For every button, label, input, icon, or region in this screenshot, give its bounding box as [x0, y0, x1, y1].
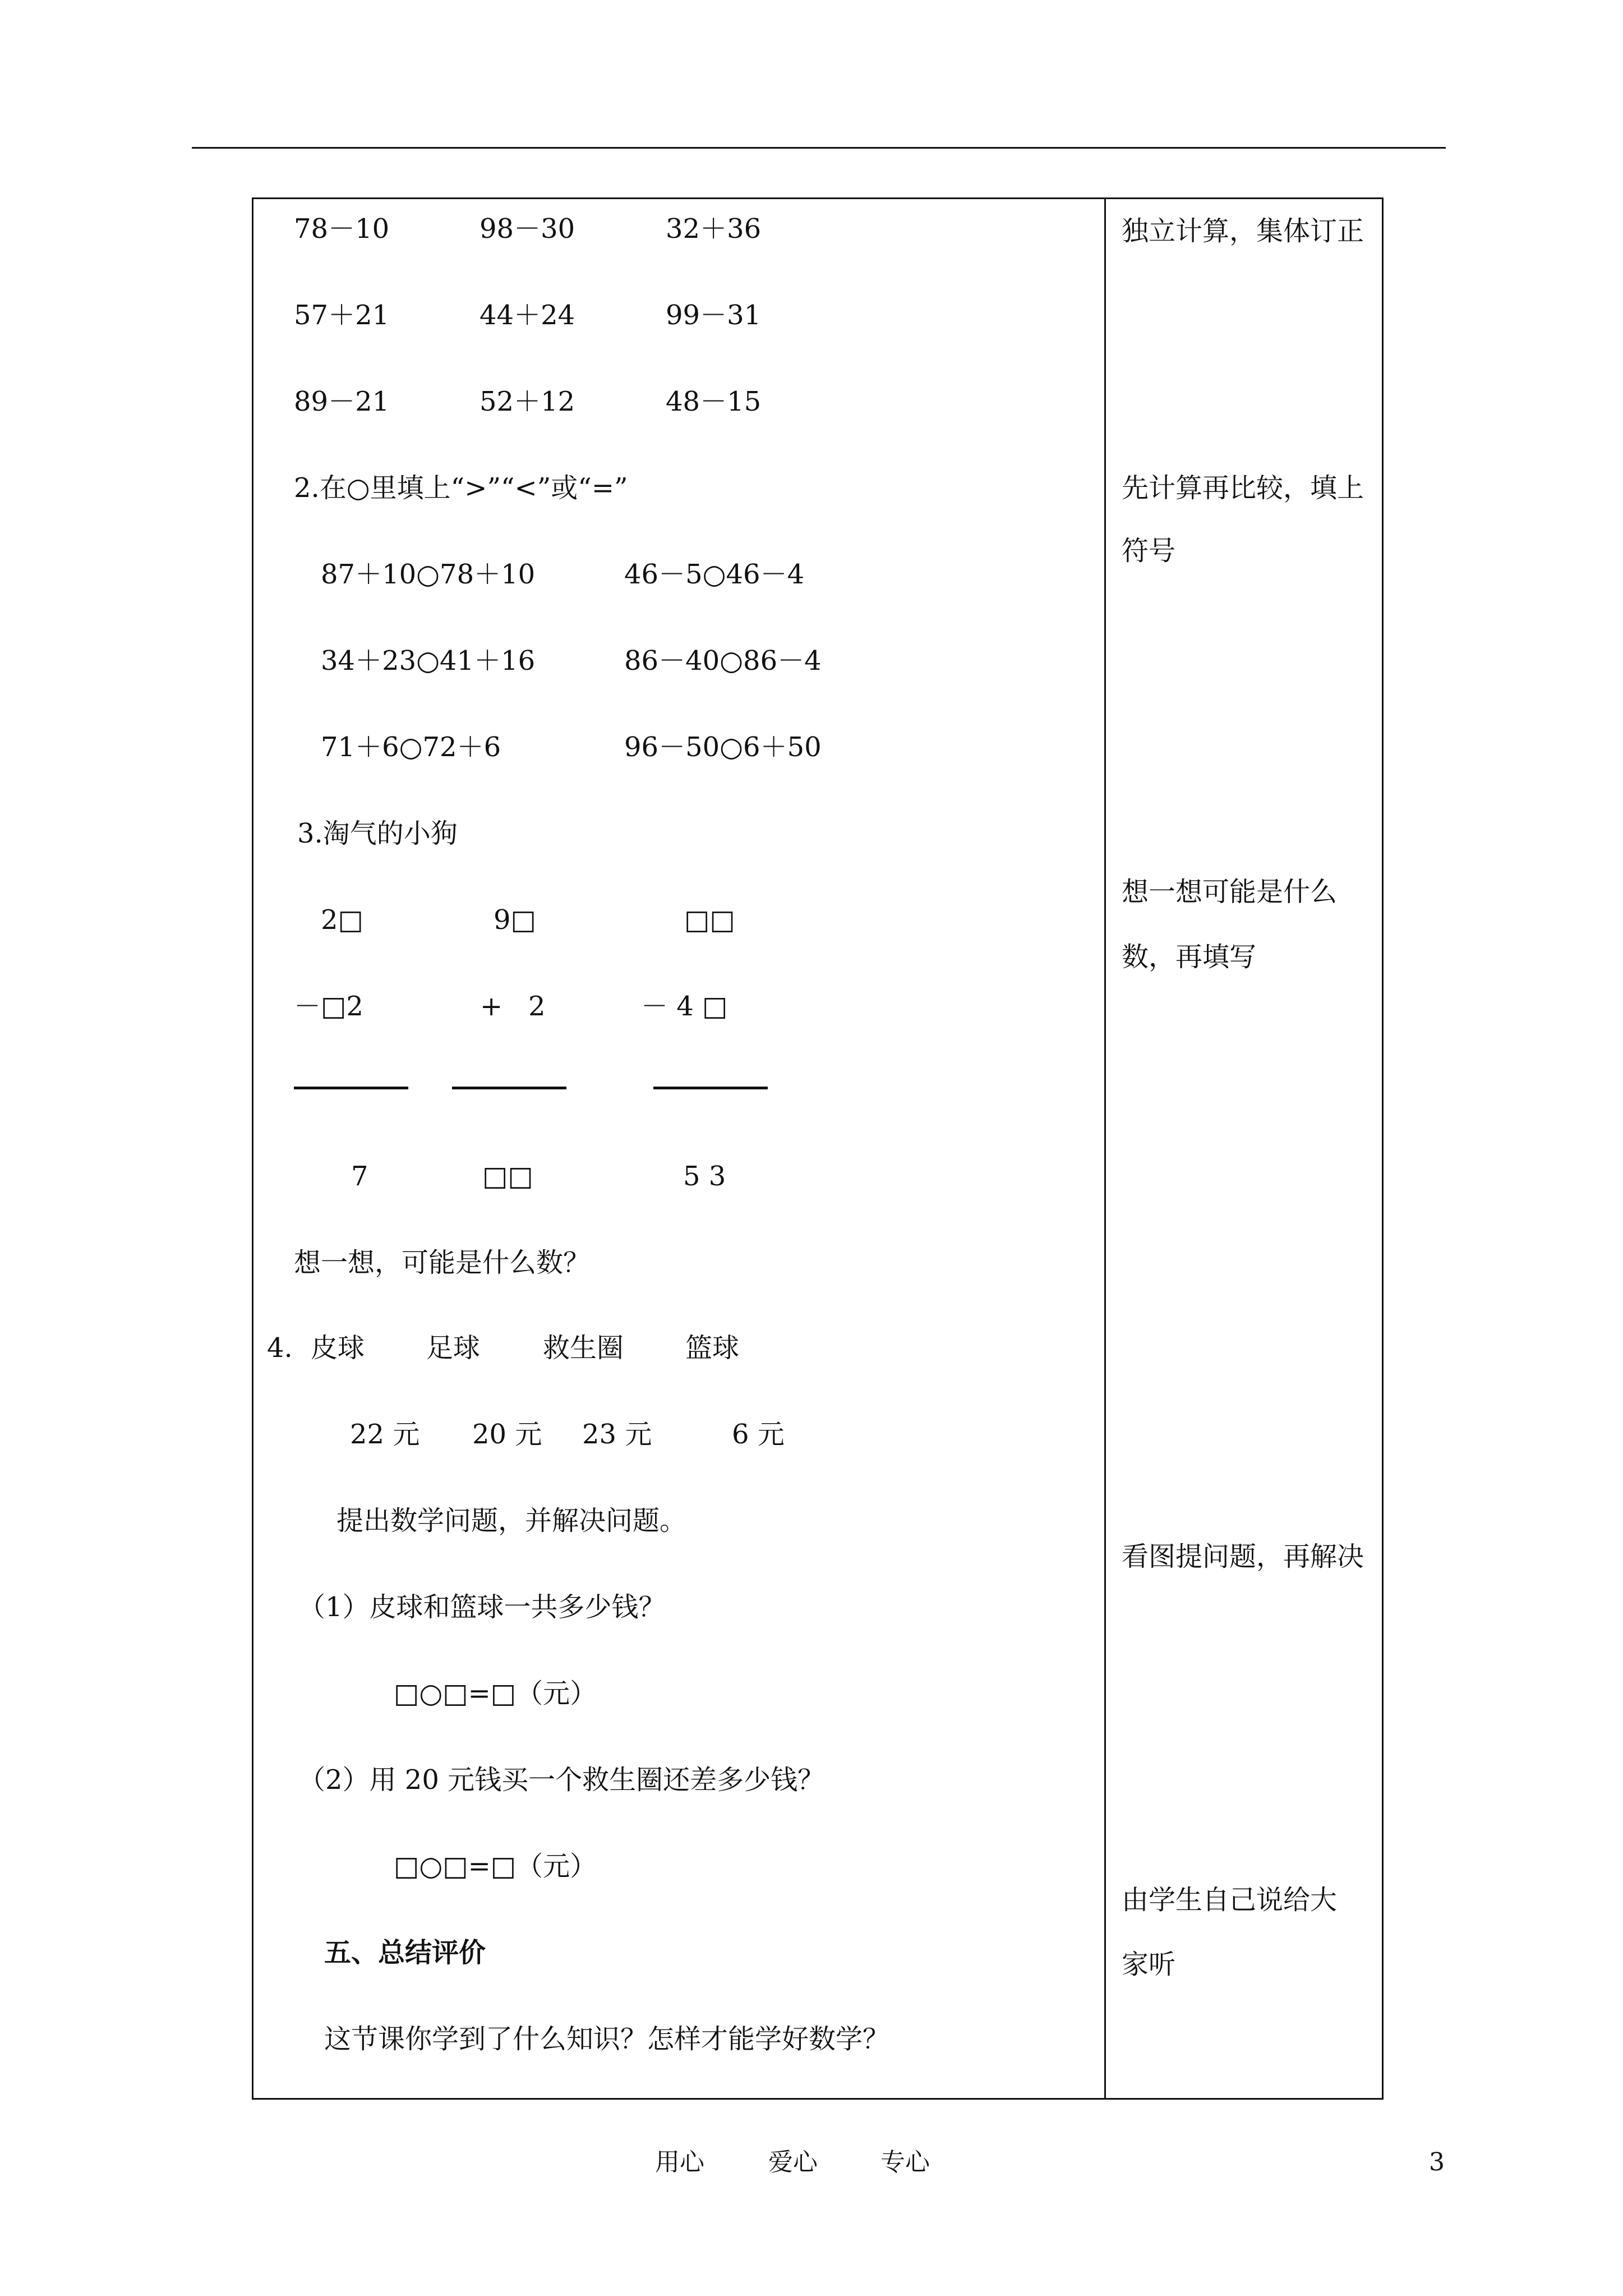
- q2-r2-c1: 34＋23○41＋16: [321, 645, 536, 677]
- q3-title: 3.淘气的小狗: [297, 818, 458, 849]
- header-rule: [192, 147, 1446, 149]
- q4-item-football: 足球: [426, 1332, 481, 1364]
- q2-r3-c1: 71＋6○72＋6: [321, 731, 501, 763]
- note-think-line2: 数，再填写: [1122, 941, 1257, 973]
- q3-bot-2: □□: [482, 1161, 533, 1192]
- arith-r3-c1: 89－21: [294, 386, 390, 417]
- q3-top-3: □□: [684, 904, 735, 936]
- arith-r3-c2: 52＋12: [479, 386, 575, 417]
- q4-number: 4.: [267, 1332, 293, 1364]
- q3-underline-3: [653, 1087, 768, 1089]
- q4-item-ball: 皮球: [311, 1332, 365, 1364]
- q3-top-1: 2□: [321, 904, 363, 936]
- q4-price-2: 20 元: [472, 1419, 542, 1450]
- arith-r1-c1: 78－10: [294, 213, 390, 245]
- q4-item-basketball: 篮球: [685, 1332, 740, 1364]
- arith-r2-c3: 99－31: [666, 300, 762, 331]
- q4-problem-1-equation: □○□=□（元）: [394, 1678, 597, 1709]
- q2-r1-c2: 46－5○46－4: [624, 559, 805, 590]
- q4-problem-1: （1）皮球和篮球一共多少钱？: [298, 1591, 666, 1623]
- note-independent-calc: 独立计算，集体订正: [1122, 215, 1364, 247]
- arith-r3-c3: 48－15: [666, 386, 762, 417]
- q4-problem-2: （2）用 20 元钱买一个救生圈还差多少钱？: [298, 1764, 825, 1796]
- q3-mid-1: －□2: [294, 991, 363, 1022]
- footer-motto-2: 爱心: [768, 2148, 818, 2177]
- q4-price-3: 23 元: [582, 1419, 652, 1450]
- q2-r1-c1: 87＋10○78＋10: [321, 559, 536, 590]
- note-compare-line1: 先计算再比较，填上: [1122, 472, 1364, 504]
- q2-title: 2.在○里填上“>”“<”或“=”: [294, 472, 628, 504]
- q3-think: 想一想，可能是什么数？: [294, 1247, 591, 1278]
- table-column-divider: [1104, 197, 1106, 2100]
- note-students-line2: 家听: [1122, 1949, 1176, 1980]
- q3-bot-3: 5 3: [683, 1161, 726, 1192]
- page-number: 3: [1429, 2148, 1445, 2177]
- note-compare-line2: 符号: [1122, 535, 1176, 567]
- arith-r1-c2: 98－30: [479, 213, 575, 245]
- q4-price-1: 22 元: [350, 1419, 420, 1450]
- note-think-line1: 想一想可能是什么: [1122, 876, 1338, 908]
- arith-r2-c1: 57＋21: [294, 300, 390, 331]
- q3-top-2: 9□: [494, 904, 536, 936]
- q4-prompt: 提出数学问题，并解决问题。: [336, 1505, 687, 1536]
- q4-problem-2-equation: □○□=□（元）: [394, 1851, 597, 1882]
- q4-item-lifebuoy: 救生圈: [543, 1332, 624, 1364]
- summary-heading: 五、总结评价: [324, 1937, 486, 1968]
- footer-motto-1: 用心: [655, 2148, 704, 2177]
- q4-price-4: 6 元: [732, 1419, 785, 1450]
- q3-underline-2: [452, 1087, 566, 1089]
- q2-r2-c2: 86－40○86－4: [624, 645, 822, 677]
- footer-motto-3: 专心: [880, 2148, 930, 2177]
- q3-mid-3: － 4 □: [641, 991, 728, 1022]
- arith-r1-c3: 32＋36: [666, 213, 762, 245]
- q3-bot-1: 7: [351, 1161, 368, 1192]
- note-students-line1: 由学生自己说给大: [1122, 1884, 1338, 1916]
- q3-underline-1: [294, 1087, 408, 1089]
- summary-text: 这节课你学到了什么知识？怎样才能学好数学？: [324, 2023, 890, 2055]
- arith-r2-c2: 44＋24: [479, 300, 575, 331]
- note-ask-solve: 看图提问题，再解决: [1122, 1541, 1364, 1572]
- q3-mid-2: + 2: [480, 991, 546, 1022]
- q2-r3-c2: 96－50○6＋50: [624, 731, 822, 763]
